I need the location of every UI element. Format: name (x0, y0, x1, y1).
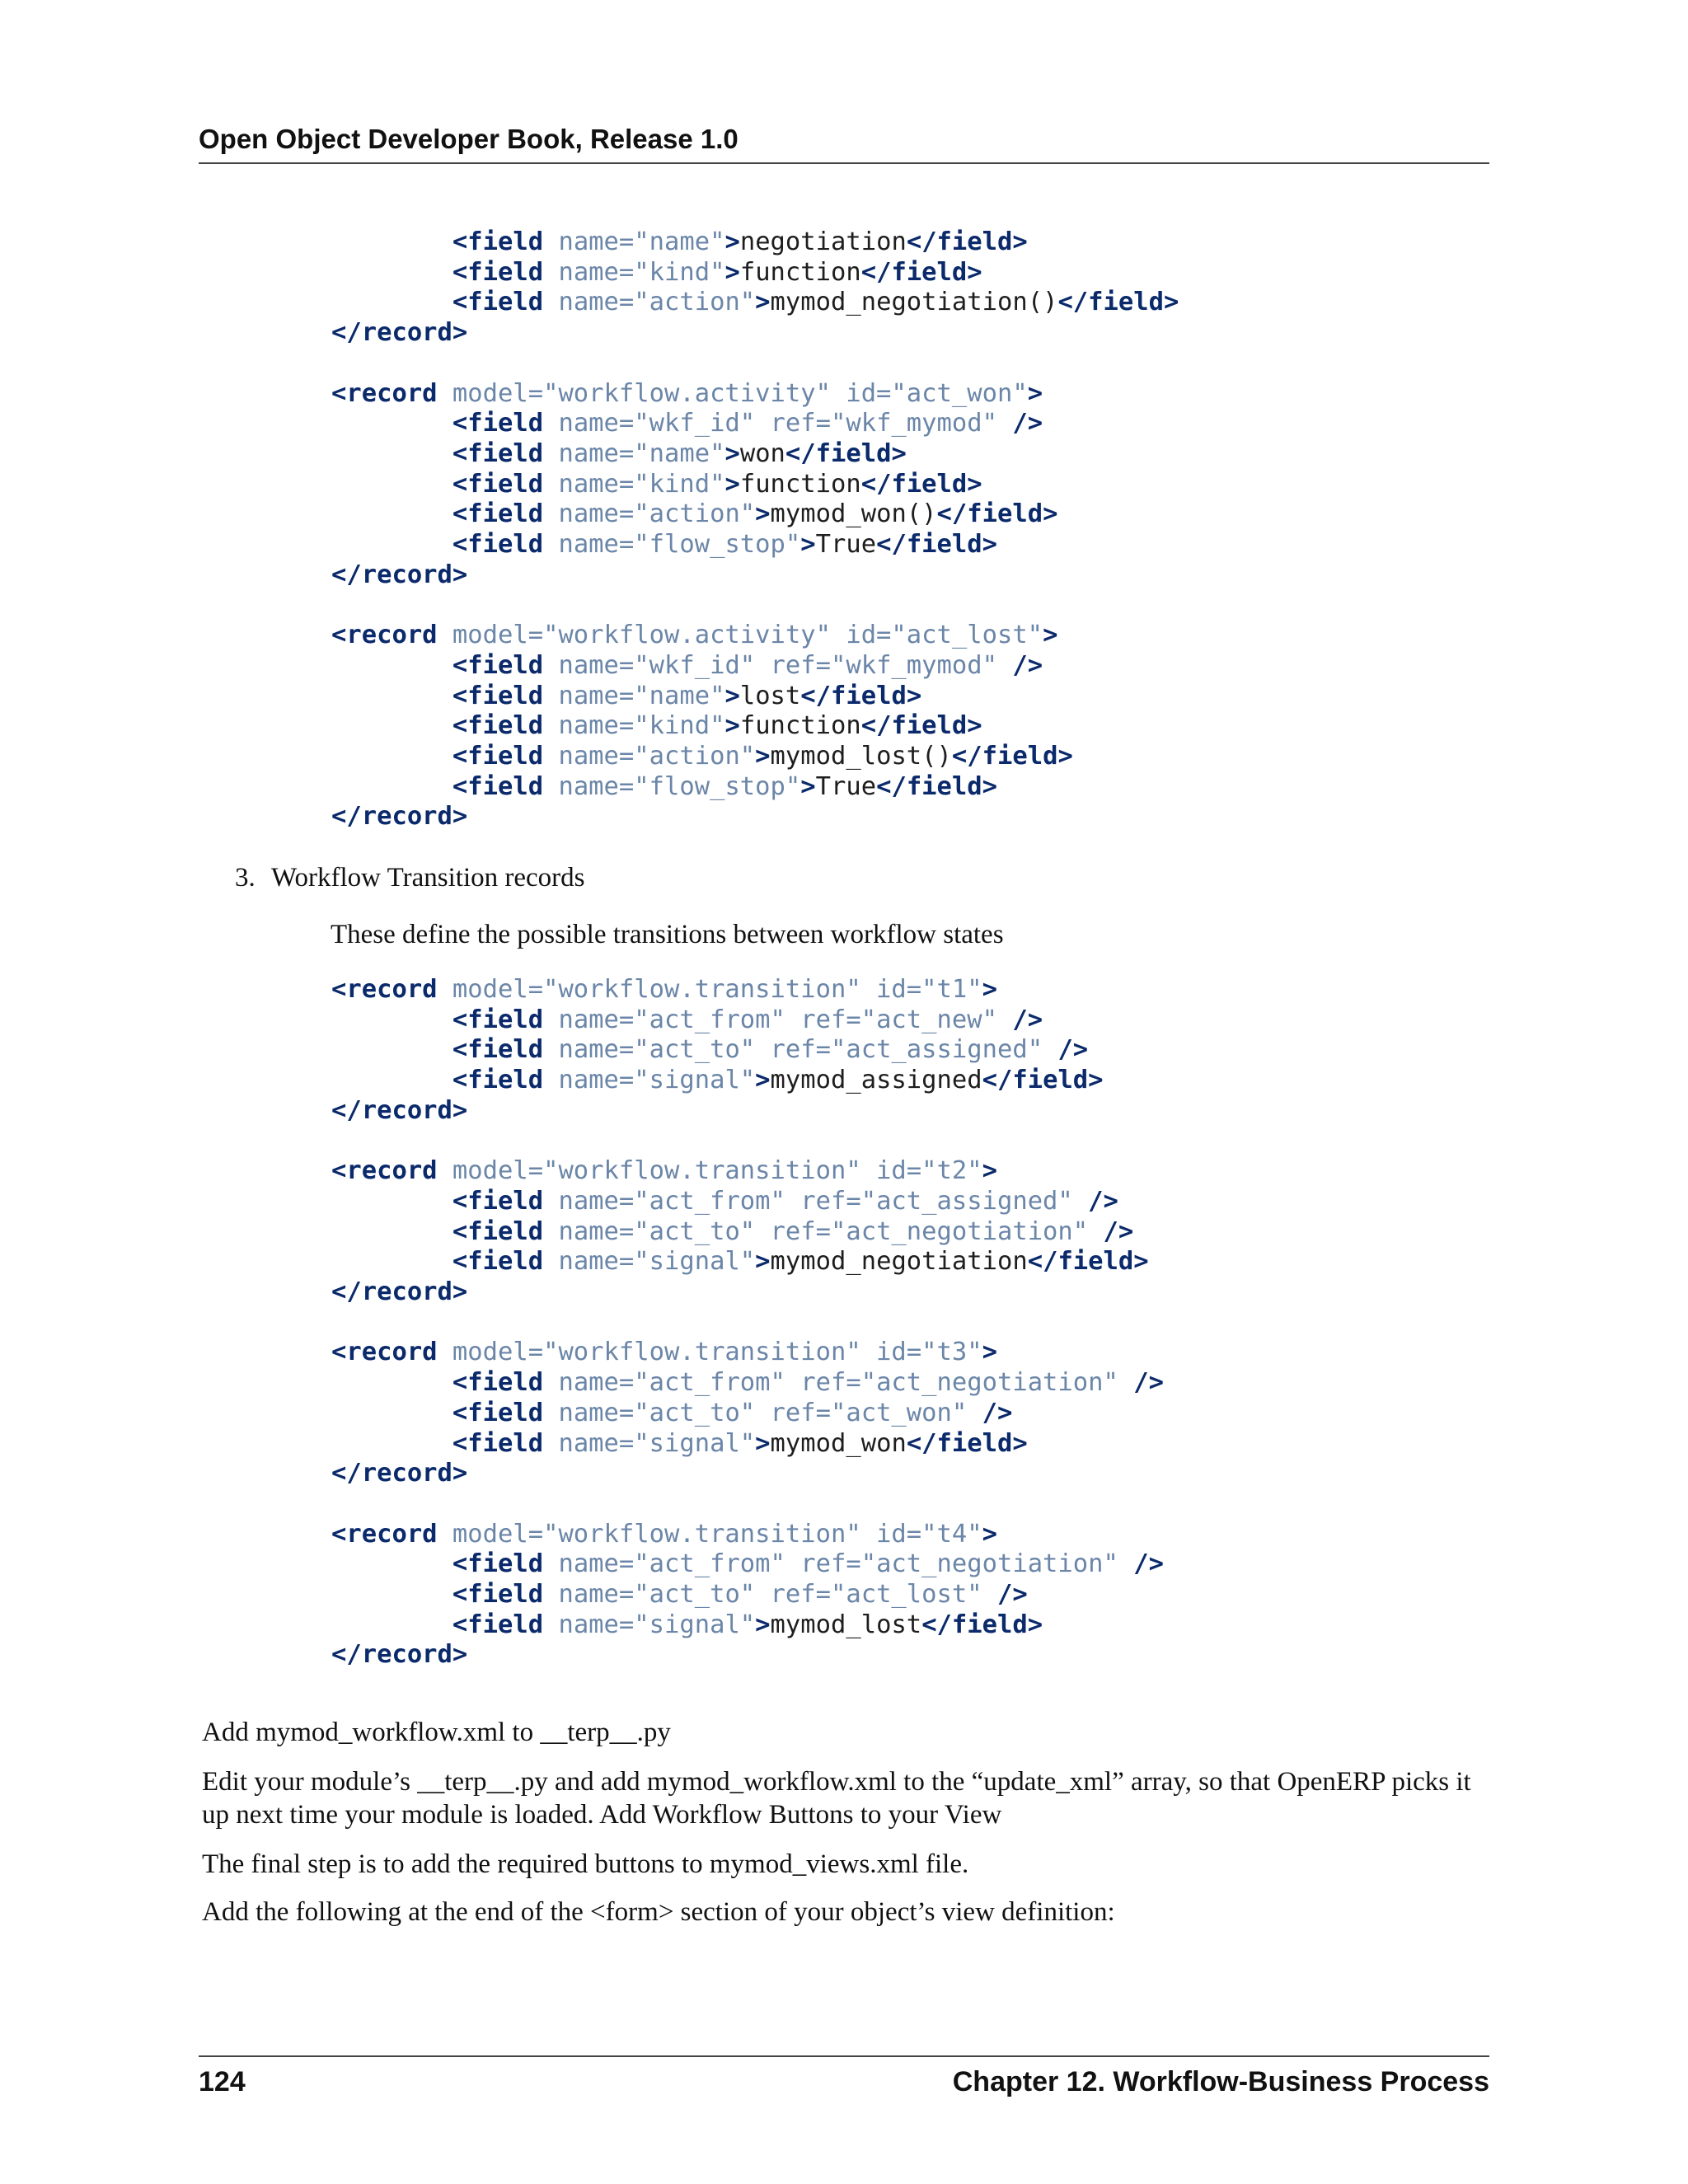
code-block-activities: <field name="name">negotiation</field> <field name="kind">function</field> <field name="action">mymod_negotiation()</field> </record> <record model="workflow.activity" id="act_won"> <field name="wkf_id" ref="wkf_mymod" /> <field name="name">won</field> <field name="kind">function</field> <field name="action">mymod_won()</field> <field name="flow_stop">True</field> </record> <record model="workflow.activity" id="act_lost"> <field name="wkf_id" ref="wkf_mymod" /> <field name="name">lost</field> <field name="kind">function</field> <field name="action">mymod_lost()</field> <field name="flow_stop">True</field> </record> (331, 227, 1179, 832)
paragraph-add-following: Add the following at the end of the <form> section of your object’s view definition: (202, 1897, 1115, 1927)
code-block-transitions: <record model="workflow.transition" id="t1"> <field name="act_from" ref="act_new" /> <field name="act_to" ref="act_assigned" /> <field name="signal">mymod_assigned</field> </record> <record model="workflow.transition" id="t2"> <field name="act_from" ref="act_assigned" /> <field name="act_to" ref="act_negotiation" /> <field name="signal">mymod_negotiation</field> </record> <record model="workflow.transition" id="t3"> <field name="act_from" ref="act_negotiation" /> <field name="act_to" ref="act_won" /> <field name="signal">mymod_won</field> </record> <record model="workflow.transition" id="t4"> <field name="act_from" ref="act_negotiation" /> <field name="act_to" ref="act_lost" /> <field name="signal">mymod_lost</field> </record> (331, 975, 1164, 1670)
running-header: Open Object Developer Book, Release 1.0 (199, 124, 738, 154)
page-number: 124 (199, 2066, 246, 2097)
paragraph-final-step: The final step is to add the required buttons to mymod_views.xml file. (202, 1849, 969, 1879)
paragraph-add-workflow-xml: Add mymod_workflow.xml to __terp__.py (202, 1718, 671, 1747)
list-item-transition-records (235, 863, 584, 893)
header-rule (199, 162, 1489, 164)
list-number: 3. (235, 863, 256, 893)
list-item-title: Workflow Transition records (271, 863, 585, 893)
chapter-title: Chapter 12. Workflow-Business Process (952, 2066, 1489, 2097)
paragraph-edit-terp: Edit your module’s __terp__.py and add mymod_workflow.xml to the “update_xml” array, so that OpenERP picks it up next time your module is loaded. Add Workflow Buttons to your View (202, 1767, 1471, 1830)
footer-rule (199, 2055, 1489, 2057)
list-item-description: These define the possible transitions between workflow states (331, 920, 1004, 949)
